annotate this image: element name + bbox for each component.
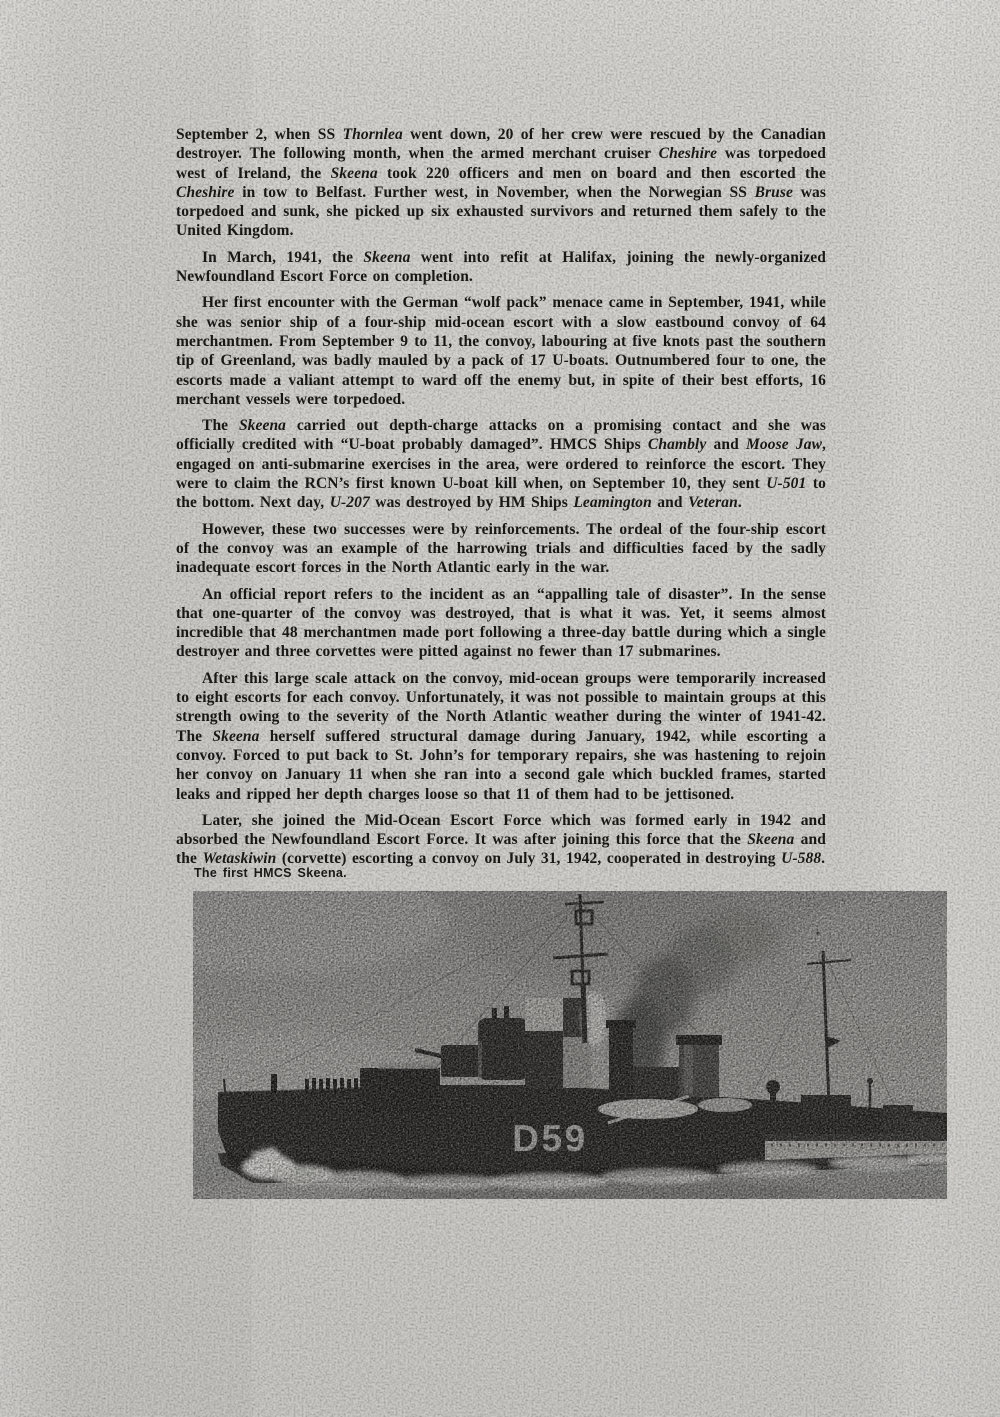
text-run: to the bottom. Next day,: [176, 475, 826, 512]
text-run: An official report refers to the incident as an “appalling tale of disaster”. In the sense that one-quarter of the convoy was destroyed, that is what it was. Yet, it seems almost incredible that 48 merchantmen made port following a three-day battle during which a single destroyer and three corvettes were pitted against no fewer than 17 submarines.: [176, 585, 826, 661]
photo-caption: The first HMCS Skeena.: [194, 866, 347, 880]
text-run: and the: [176, 831, 826, 868]
ship-name-italic: Skeena: [330, 164, 378, 182]
text-run: The: [202, 417, 239, 435]
text-run: and: [651, 494, 689, 512]
text-run: September 2, when SS: [176, 126, 343, 143]
ship-name-italic: Cheshire: [176, 183, 235, 201]
ship-name-italic: Veteran: [688, 494, 738, 512]
paragraph: [176, 585, 826, 662]
ship-name-italic: Skeena: [212, 727, 260, 745]
text-run: carried out depth-charge attacks on a promising contact and she was officially credited with “U-boat probably damaged”. HMCS Ships: [176, 417, 826, 454]
ship-name-italic: U-207: [329, 494, 370, 512]
text-run: After this large scale attack on the convoy, mid-ocean groups were temporarily increased to eight escorts for each convoy. Unfortunately, it was not possible to maintain groups at this strength owing to the severity of the North Atlantic weather during the winter of 1941-42. The: [176, 669, 826, 745]
text-run: and: [706, 436, 746, 454]
text-run: Later, she joined the Mid-Ocean Escort Force which was formed early in 1942 and absorbed the Newfoundland Escort Force. It was after joining this force that the: [176, 811, 826, 849]
text-run: in tow to Belfast. Further west, in November, when the Norwegian SS: [234, 183, 755, 201]
photo-grain-light: [193, 891, 947, 1199]
paragraph: [176, 416, 826, 512]
ship-photo: [193, 891, 947, 1199]
paragraph: [176, 669, 826, 804]
text-run: was torpedoed and sunk, she picked up six exhausted survivors and returned them safely to the United Kingdom.: [176, 183, 826, 240]
body-text: [176, 125, 826, 876]
text-run: was destroyed by HM Ships: [369, 494, 574, 512]
ship-name-italic: Cheshire: [658, 145, 718, 163]
ship-name-italic: Bruse: [754, 183, 794, 201]
text-run: .: [737, 494, 742, 512]
text-run: took 220 officers and men on board and then escorted the: [377, 164, 826, 182]
text-run: went down, 20 of her crew were rescued by the Canadian destroyer. The following month, when the armed merchant cruiser: [176, 126, 827, 163]
text-run: went into refit at Halifax, joining the newly-organized Newfoundland Escort Force on completion.: [176, 248, 827, 286]
ship-name-italic: U-501: [766, 475, 807, 493]
ship-name-italic: Chambly: [647, 436, 707, 454]
text-run: (corvette) escorting a convoy on July 31, 1942, cooperated in destroying: [276, 850, 782, 868]
text-run: .: [821, 850, 826, 868]
text-run: In March, 1941, the: [202, 248, 364, 266]
text-run: was torpedoed west of Ireland, the: [176, 145, 826, 182]
paragraph: [176, 248, 826, 287]
ship-photo-graphic: [193, 891, 947, 1199]
text-run: herself suffered structural damage during January, 1942, while escorting a convoy. Forced to put back to St. John’s for temporary repairs, she was hastening to rejoin her convoy on January 11 when she ran into a second gale which buckled frames, started leaks and ripped her depth charges loose so that 11 of them had to be jettisoned.: [176, 727, 827, 803]
ship-name-italic: Leamington: [573, 494, 652, 512]
text-run: However, these two successes were by reinforcements. The ordeal of the four-ship escort of the convoy was an example of the harrowing trials and difficulties faced by the sadly inadequate escort forces in the North Atlantic early in the war.: [176, 520, 826, 577]
text-run: , engaged on anti-submarine exercises in the area, were ordered to reinforce the escort. They were to claim the RCN’s first known U-boat kill when, on September 10, they sent: [176, 436, 827, 493]
ship-name-italic: Skeena: [238, 417, 287, 435]
ship-name-italic: Moose Jaw: [746, 436, 823, 454]
ship-name-italic: Wetaskiwin: [202, 850, 277, 868]
paragraph: [176, 811, 826, 869]
ship-name-italic: Thornlea: [342, 126, 403, 143]
ship-name-italic: U-588: [781, 850, 822, 868]
text-run: Her first encounter with the German “wolf pack” menace came in September, 1941, while she was senior ship of a four-ship mid-ocean escort with a slow eastbound convoy of 64 merchantmen. From September 9 to 11, the convoy, labouring at five knots past the southern tip of Greenland, was badly mauled by a pack of 17 U-boats. Outnumbered four to one, the escorts made a valiant attempt to ward off the enemy but, in spite of their best efforts, 16 merchant vessels were torpedoed.: [176, 294, 826, 408]
paragraph: [176, 293, 826, 409]
paragraph: [176, 520, 826, 578]
paragraph: [176, 125, 826, 241]
ship-name-italic: Skeena: [747, 831, 795, 849]
ship-name-italic: Skeena: [363, 248, 411, 266]
